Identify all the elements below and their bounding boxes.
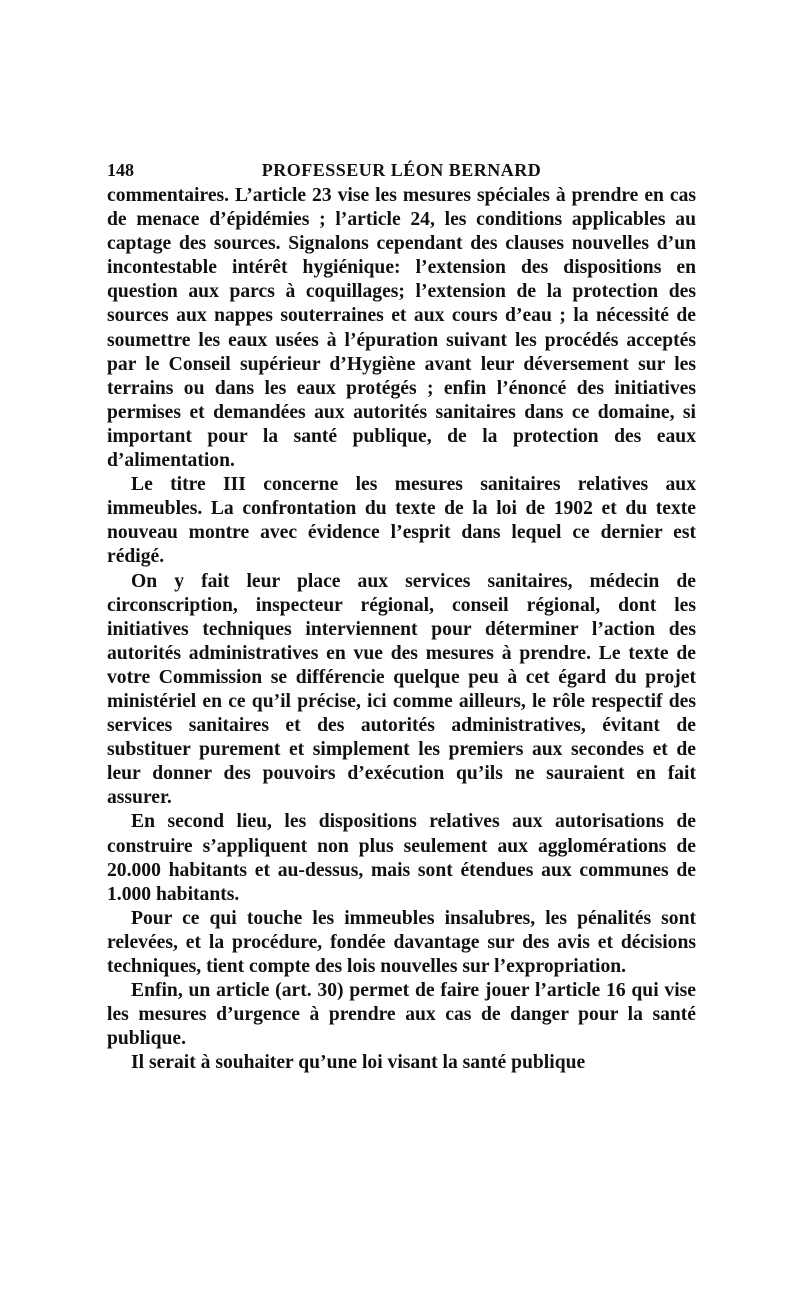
paragraph-continued: commentaires. L’article 23 vise les mesures spéciales à prendre en cas de menace d’épidémies ; l’article 24, les conditions applicables au captage des sources. Signalons cependant des clauses nouvelles d’un incontestable intérêt hygiénique: l’extension des dispositions en question aux parcs à coquillages; l’extension de la protection des sources aux nappes souterraines et aux cours d’eau ; la nécessité de soumettre les eaux usées à l’épuration suivant les procédés acceptés par le Conseil supérieur d’Hygiène avant leur déversement sur les terrains ou dans les eaux protégés ; enfin l’énoncé des initiatives permises et demandées aux autorités sanitaires dans ce domaine, si important pour la santé publique, de la protection des eaux d’alimentation.	[107, 185, 696, 472]
paragraph-conclusion: Il serait à souhaiter qu’une loi visant la santé publique	[131, 1052, 586, 1074]
book-page	[107, 156, 696, 1075]
paragraph-autorisations-construire: En second lieu, les dispositions relatives aux autorisations de construire s’appliquent non plus seulement aux agglomérations de 20.000 habitants et au-dessus, mais sont étendues aux communes de 1.000 habitants.	[107, 811, 696, 905]
page-header	[107, 156, 696, 184]
body-text	[107, 184, 696, 1075]
paragraph-services-sanitaires: On y fait leur place aux services sanitaires, médecin de circonscription, inspecteur régional, conseil régional, dont les initiatives techniques interviennent pour déterminer l’action des autorités administratives en vue des mesures à prendre. Le texte de votre Commission se différencie quelque peu à cet égard du projet ministériel en ce qu’il précise, ici comme ailleurs, le rôle respectif des services sanitaires et des autorités administratives, évitant de substituer purement et simplement les premiers aux secondes et de leur donner des pouvoirs d’exécution qu’ils ne sauraient en fait assurer.	[107, 570, 696, 809]
running-title: PROFESSEUR LÉON BERNARD	[261, 160, 542, 180]
paragraph-article-30: Enfin, un article (art. 30) permet de faire jouer l’article 16 qui vise les mesures d’urgence à prendre aux cas de danger pour la santé publique.	[107, 980, 696, 1050]
paragraph-immeubles-insalubres: Pour ce qui touche les immeubles insalubres, les pénalités sont relevées, et la procédure, fondée davantage sur des avis et décisions techniques, tient compte des lois nouvelles sur l’expropriation.	[107, 907, 696, 977]
paragraph-titre-iii: Le titre III concerne les mesures sanitaires relatives aux immeubles. La confrontation du texte de la loi de 1902 et du texte nouveau montre avec évidence l’esprit dans lequel ce dernier est rédigé.	[107, 474, 696, 568]
page-number: 148	[107, 160, 134, 180]
